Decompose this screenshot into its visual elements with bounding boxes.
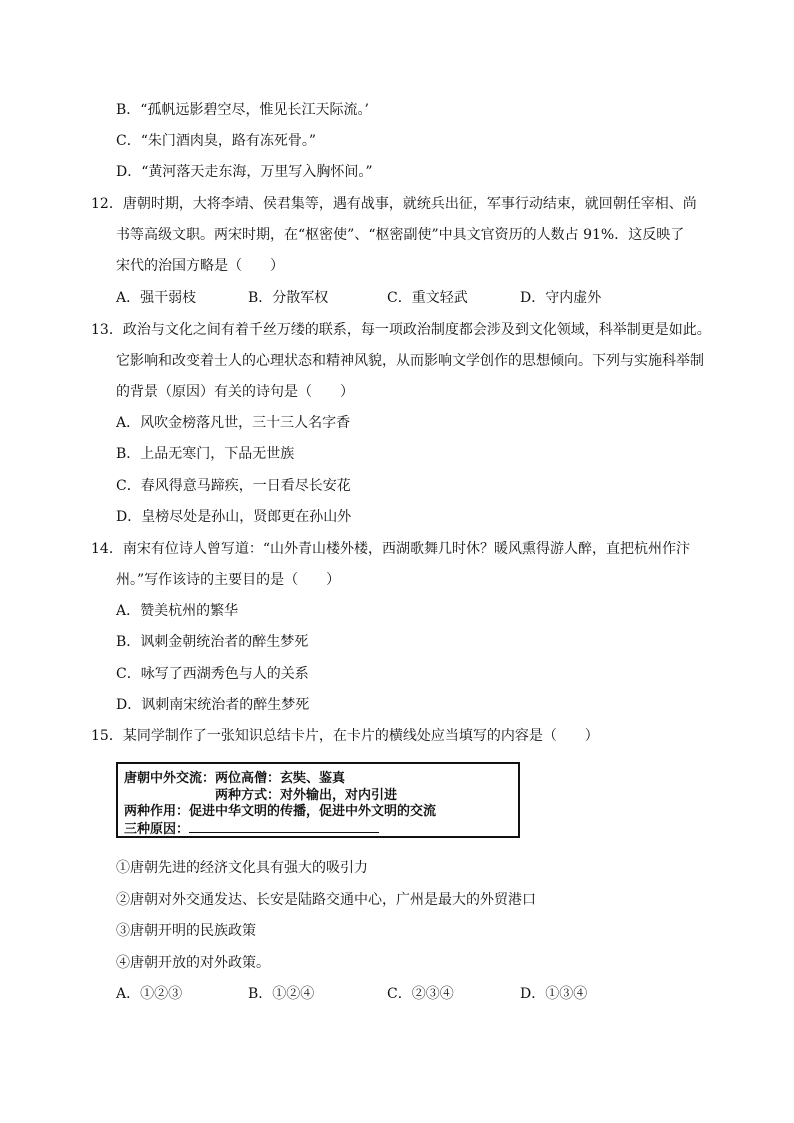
card-line-reasons [124, 820, 379, 838]
q15-options [116, 984, 716, 1004]
q13-stem-line1: 13．政治与文化之间有着千丝万缕的联系，每一项政治制度都会涉及到文化领域，科举制更是如此。 [91, 322, 711, 338]
q14-option-b: B．讽刺金朝统治者的醉生梦死 [116, 634, 309, 650]
q13-option-c: C．春风得意马蹄疾，一日看尽长安花 [116, 478, 351, 494]
q13-stem-line2: 它影响和改变着士人的心理状态和精神风貌，从而影响文学创作的思想倾向。下列与实施科举制 [116, 353, 704, 369]
q12-options [116, 288, 716, 308]
q15-option-a: A．①②③ [116, 986, 183, 1002]
card-line-methods: 两种方式：对外输出，对内引进 [215, 788, 398, 803]
q14-stem-line2: 州。”写作该诗的主要目的是（ ） [116, 572, 341, 588]
q11-option-d: D．“黄河落天走东海，万里写入胸怀间。” [116, 164, 373, 180]
q13-option-d: D．皇榜尽处是孙山，贤郎更在孙山外 [116, 509, 352, 525]
q15-item-1: ①唐朝先进的经济文化具有强大的吸引力 [116, 860, 368, 876]
q11-option-c: C．“朱门酒肉臭，路有冻死骨。” [116, 133, 317, 149]
q14-option-a: A．赞美杭州的繁华 [116, 603, 239, 619]
q12-stem-line2: 书等高级文职。两宋时期，在“枢密使”、“枢密副使”中具文官资历的人数占 91%．这反映了 [116, 227, 685, 243]
q14-option-c: C．咏写了西湖秀色与人的关系 [116, 666, 309, 682]
q13-stem-line3: 的背景（原因）有关的诗句是（ ） [116, 384, 354, 400]
q15-item-4: ④唐朝开放的对外政策。 [116, 955, 270, 971]
q12-stem-line1: 12．唐朝时期，大将李靖、侯君集等，遇有战事，就统兵出征，军事行动结束，就回朝任宰相、尚 [91, 196, 697, 212]
q15-item-3: ③唐朝开明的民族政策 [116, 923, 256, 939]
q13-option-a: A．风吹金榜落凡世，三十三人名字香 [116, 415, 351, 431]
q12-option-a: A．强干弱枝 [116, 290, 197, 306]
card-reasons-label: 三种原因： [124, 822, 190, 837]
q14-option-d: D．讽刺南宋统治者的醉生梦死 [116, 697, 310, 713]
q11-option-b: B．“孤帆远影碧空尽，惟见长江天际流。’ [116, 102, 369, 118]
q15-option-b: B．①②④ [248, 986, 315, 1002]
q15-option-d: D．①③④ [520, 986, 588, 1002]
q12-option-d: D．守内虚外 [520, 290, 602, 306]
q15-option-c: C．②③④ [387, 986, 454, 1002]
q14-stem-line1: 14．南宋有位诗人曾写道：“山外青山楼外楼，西湖歌舞几时休？暖风熏得游人醉，直把杭州作汴 [91, 541, 690, 557]
q15-stem: 15．某同学制作了一张知识总结卡片，在卡片的横线处应当填写的内容是（ ） [91, 728, 599, 744]
q15-item-2: ②唐朝对外交通发达、长安是陆路交通中心，广州是最大的外贸港口 [116, 892, 536, 908]
knowledge-summary-card [116, 762, 520, 838]
card-line-exchange: 唐朝中外交流：两位高僧：玄奘、鉴真 [124, 771, 346, 786]
card-blank-line [189, 820, 379, 833]
q13-option-b: B．上品无寒门，下品无世族 [116, 446, 295, 462]
q12-option-c: C．重文轻武 [387, 290, 468, 306]
q12-option-b: B．分散军权 [248, 290, 329, 306]
q12-stem-line3: 宋代的治国方略是（ ） [116, 258, 284, 274]
card-line-effects: 两种作用：促进中华文明的传播，促进中外文明的交流 [124, 804, 437, 819]
